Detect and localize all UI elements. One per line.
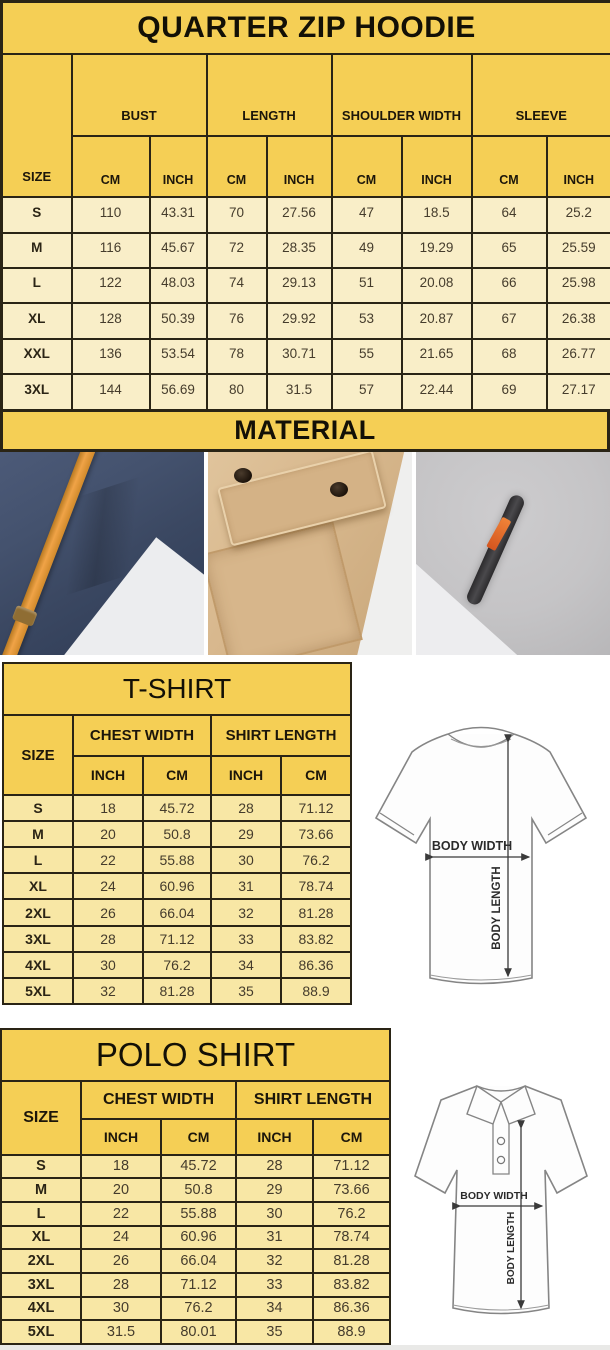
value-cell: 48.03 (150, 268, 207, 303)
value-cell: 64 (472, 197, 547, 232)
unit-header: CM (161, 1119, 236, 1155)
value-cell: 66.04 (143, 899, 211, 925)
material-photo-khaki-snap-pocket (208, 452, 412, 655)
value-cell: 69 (472, 374, 547, 410)
value-cell: 81.28 (281, 899, 351, 925)
value-cell: 22 (81, 1202, 161, 1226)
size-column-header: SIZE (1, 1081, 81, 1154)
value-cell: 53.54 (150, 339, 207, 374)
value-cell: 26 (73, 899, 143, 925)
value-cell: 55.88 (143, 847, 211, 873)
value-cell: 136 (72, 339, 150, 374)
value-cell: 60.96 (161, 1226, 236, 1250)
unit-header: CM (207, 136, 267, 197)
value-cell: 20 (73, 821, 143, 847)
value-cell: 28 (211, 795, 281, 821)
value-cell: 29 (211, 821, 281, 847)
value-cell: 47 (332, 197, 402, 232)
tshirt-size-row (3, 821, 351, 847)
polo-size-row (1, 1297, 390, 1321)
value-cell: 18.5 (402, 197, 472, 232)
size-cell: M (2, 233, 72, 268)
orange-zipper-pull (486, 517, 511, 552)
value-cell: 29.13 (267, 268, 332, 303)
size-column-header: SIZE (3, 715, 73, 795)
tshirt-size-row (3, 795, 351, 821)
value-cell: 32 (73, 978, 143, 1004)
unit-header: INCH (267, 136, 332, 197)
value-cell: 25.59 (547, 233, 610, 268)
polo-size-row (1, 1249, 390, 1273)
value-cell: 73.66 (281, 821, 351, 847)
value-cell: 80.01 (161, 1320, 236, 1344)
value-cell: 78.74 (313, 1226, 390, 1250)
unit-header: CM (313, 1119, 390, 1155)
size-cell: M (3, 821, 73, 847)
size-cell: 5XL (3, 978, 73, 1004)
chest-width-column-header: CHEST WIDTH (73, 715, 211, 756)
body-length-label: BODY LENGTH (491, 866, 504, 950)
value-cell: 71.12 (161, 1273, 236, 1297)
size-cell: 3XL (3, 926, 73, 952)
value-cell: 56.69 (150, 374, 207, 410)
value-cell: 128 (72, 303, 150, 338)
tshirt-title-row (3, 663, 351, 715)
hoodie-size-row (2, 233, 610, 268)
size-cell: L (2, 268, 72, 303)
value-cell: 29 (236, 1178, 313, 1202)
value-cell: 24 (73, 873, 143, 899)
hoodie-size-row (2, 339, 610, 374)
value-cell: 25.98 (547, 268, 610, 303)
unit-header: INCH (73, 756, 143, 795)
value-cell: 28.35 (267, 233, 332, 268)
size-cell: 2XL (3, 899, 73, 925)
tshirt-size-row (3, 847, 351, 873)
value-cell: 116 (72, 233, 150, 268)
value-cell: 88.9 (281, 978, 351, 1004)
value-cell: 20.87 (402, 303, 472, 338)
value-cell: 45.72 (143, 795, 211, 821)
polo-size-row (1, 1273, 390, 1297)
value-cell: 22 (73, 847, 143, 873)
hoodie-table-title: QUARTER ZIP HOODIE (2, 2, 610, 55)
value-cell: 55.88 (161, 1202, 236, 1226)
hoodie-size-row (2, 374, 610, 410)
tshirt-table-title: T-SHIRT (3, 663, 351, 715)
value-cell: 19.29 (402, 233, 472, 268)
value-cell: 45.67 (150, 233, 207, 268)
value-cell: 60.96 (143, 873, 211, 899)
sleeve-column-header: SLEEVE (472, 54, 610, 136)
size-cell: 4XL (3, 952, 73, 978)
value-cell: 83.82 (281, 926, 351, 952)
value-cell: 68 (472, 339, 547, 374)
value-cell: 72 (207, 233, 267, 268)
hoodie-size-table (0, 0, 610, 412)
size-cell: S (1, 1155, 81, 1179)
value-cell: 76.2 (313, 1202, 390, 1226)
value-cell: 30 (73, 952, 143, 978)
value-cell: 28 (73, 926, 143, 952)
value-cell: 26.38 (547, 303, 610, 338)
value-cell: 25.2 (547, 197, 610, 232)
unit-header: CM (281, 756, 351, 795)
polo-size-row (1, 1226, 390, 1250)
value-cell: 51 (332, 268, 402, 303)
size-cell: L (3, 847, 73, 873)
body-length-label: BODY LENGTH (505, 1211, 517, 1285)
size-cell: 4XL (1, 1297, 81, 1321)
tshirt-section (0, 662, 610, 1005)
body-width-label: BODY WIDTH (431, 839, 513, 853)
shirt-length-column-header: SHIRT LENGTH (236, 1081, 390, 1119)
hoodie-size-row (2, 268, 610, 303)
value-cell: 30 (236, 1202, 313, 1226)
value-cell: 76 (207, 303, 267, 338)
value-cell: 80 (207, 374, 267, 410)
value-cell: 43.31 (150, 197, 207, 232)
size-cell: 2XL (1, 1249, 81, 1273)
value-cell: 66 (472, 268, 547, 303)
value-cell: 110 (72, 197, 150, 232)
polo-section (0, 1028, 610, 1345)
value-cell: 76.2 (161, 1297, 236, 1321)
value-cell: 81.28 (143, 978, 211, 1004)
value-cell: 83.82 (313, 1273, 390, 1297)
size-cell: 3XL (2, 374, 72, 410)
value-cell: 53 (332, 303, 402, 338)
unit-header: INCH (547, 136, 610, 197)
tshirt-size-row (3, 978, 351, 1004)
value-cell: 21.65 (402, 339, 472, 374)
value-cell: 33 (211, 926, 281, 952)
shoulder-width-column-header: SHOULDER WIDTH (332, 54, 472, 136)
value-cell: 45.72 (161, 1155, 236, 1179)
value-cell: 22.44 (402, 374, 472, 410)
unit-header: INCH (236, 1119, 313, 1155)
value-cell: 31.5 (267, 374, 332, 410)
value-cell: 28 (236, 1155, 313, 1179)
unit-header: INCH (211, 756, 281, 795)
polo-group-header-row (1, 1081, 390, 1119)
value-cell: 74 (207, 268, 267, 303)
value-cell: 27.56 (267, 197, 332, 232)
hoodie-unit-header-row (2, 136, 610, 197)
polo-outline-drawing (395, 1056, 607, 1341)
material-section-title: MATERIAL (0, 412, 610, 452)
size-cell: L (1, 1202, 81, 1226)
value-cell: 71.12 (281, 795, 351, 821)
unit-header: INCH (402, 136, 472, 197)
size-cell: XL (1, 1226, 81, 1250)
snap-button (234, 468, 252, 483)
value-cell: 88.9 (313, 1320, 390, 1344)
value-cell: 32 (211, 899, 281, 925)
polo-size-row (1, 1202, 390, 1226)
unit-header: CM (143, 756, 211, 795)
value-cell: 144 (72, 374, 150, 410)
tshirt-size-row (3, 873, 351, 899)
value-cell: 71.12 (313, 1155, 390, 1179)
value-cell: 50.39 (150, 303, 207, 338)
value-cell: 122 (72, 268, 150, 303)
polo-size-row (1, 1178, 390, 1202)
length-column-header: LENGTH (207, 54, 332, 136)
strap-buckle (12, 605, 38, 627)
tshirt-measurement-diagram (352, 662, 610, 996)
value-cell: 26.77 (547, 339, 610, 374)
size-cell: M (1, 1178, 81, 1202)
value-cell: 57 (332, 374, 402, 410)
value-cell: 86.36 (313, 1297, 390, 1321)
tshirt-size-table (2, 662, 352, 1005)
zipper-pocket (465, 493, 527, 607)
value-cell: 31.5 (81, 1320, 161, 1344)
value-cell: 29.92 (267, 303, 332, 338)
bust-column-header: BUST (72, 54, 207, 136)
value-cell: 27.17 (547, 374, 610, 410)
shirt-length-column-header: SHIRT LENGTH (211, 715, 351, 756)
value-cell: 28 (81, 1273, 161, 1297)
polo-measurement-diagram (391, 1028, 610, 1341)
size-cell: 5XL (1, 1320, 81, 1344)
value-cell: 35 (211, 978, 281, 1004)
size-cell: 3XL (1, 1273, 81, 1297)
size-cell: XL (3, 873, 73, 899)
value-cell: 30 (211, 847, 281, 873)
value-cell: 31 (236, 1226, 313, 1250)
hoodie-title-row (2, 2, 610, 55)
material-photo-gray-fleece-zipper (416, 452, 610, 655)
value-cell: 78.74 (281, 873, 351, 899)
value-cell: 31 (211, 873, 281, 899)
value-cell: 20.08 (402, 268, 472, 303)
value-cell: 18 (81, 1155, 161, 1179)
tshirt-size-row (3, 899, 351, 925)
tshirt-group-header-row (3, 715, 351, 756)
value-cell: 30 (81, 1297, 161, 1321)
value-cell: 76.2 (281, 847, 351, 873)
value-cell: 26 (81, 1249, 161, 1273)
value-cell: 50.8 (161, 1178, 236, 1202)
value-cell: 86.36 (281, 952, 351, 978)
size-cell: XXL (2, 339, 72, 374)
snap-button (330, 482, 348, 497)
image-bottom-edge (0, 1345, 610, 1350)
tshirt-outline-drawing (356, 696, 606, 996)
value-cell: 49 (332, 233, 402, 268)
value-cell: 24 (81, 1226, 161, 1250)
value-cell: 70 (207, 197, 267, 232)
material-photos (0, 452, 610, 655)
tshirt-size-row (3, 926, 351, 952)
unit-header: INCH (150, 136, 207, 197)
value-cell: 67 (472, 303, 547, 338)
unit-header: INCH (81, 1119, 161, 1155)
size-cell: S (3, 795, 73, 821)
unit-header: CM (332, 136, 402, 197)
value-cell: 35 (236, 1320, 313, 1344)
value-cell: 34 (236, 1297, 313, 1321)
value-cell: 76.2 (143, 952, 211, 978)
hoodie-group-header-row (2, 54, 610, 136)
value-cell: 55 (332, 339, 402, 374)
value-cell: 18 (73, 795, 143, 821)
polo-size-row (1, 1155, 390, 1179)
value-cell: 30.71 (267, 339, 332, 374)
size-cell: XL (2, 303, 72, 338)
body-width-label: BODY WIDTH (459, 1190, 528, 1202)
polo-table-title: POLO SHIRT (1, 1029, 390, 1081)
chest-width-column-header: CHEST WIDTH (81, 1081, 236, 1119)
tshirt-size-row (3, 952, 351, 978)
unit-header: CM (72, 136, 150, 197)
size-column-header: SIZE (2, 54, 72, 197)
material-photo-navy-fleece-orange-strap (0, 452, 204, 655)
value-cell: 78 (207, 339, 267, 374)
size-cell: S (2, 197, 72, 232)
polo-title-row (1, 1029, 390, 1081)
value-cell: 73.66 (313, 1178, 390, 1202)
unit-header: CM (472, 136, 547, 197)
value-cell: 33 (236, 1273, 313, 1297)
hoodie-size-row (2, 303, 610, 338)
value-cell: 32 (236, 1249, 313, 1273)
value-cell: 34 (211, 952, 281, 978)
hoodie-size-row (2, 197, 610, 232)
value-cell: 20 (81, 1178, 161, 1202)
polo-size-row (1, 1320, 390, 1344)
value-cell: 50.8 (143, 821, 211, 847)
value-cell: 71.12 (143, 926, 211, 952)
polo-size-table (0, 1028, 391, 1345)
value-cell: 66.04 (161, 1249, 236, 1273)
value-cell: 65 (472, 233, 547, 268)
value-cell: 81.28 (313, 1249, 390, 1273)
